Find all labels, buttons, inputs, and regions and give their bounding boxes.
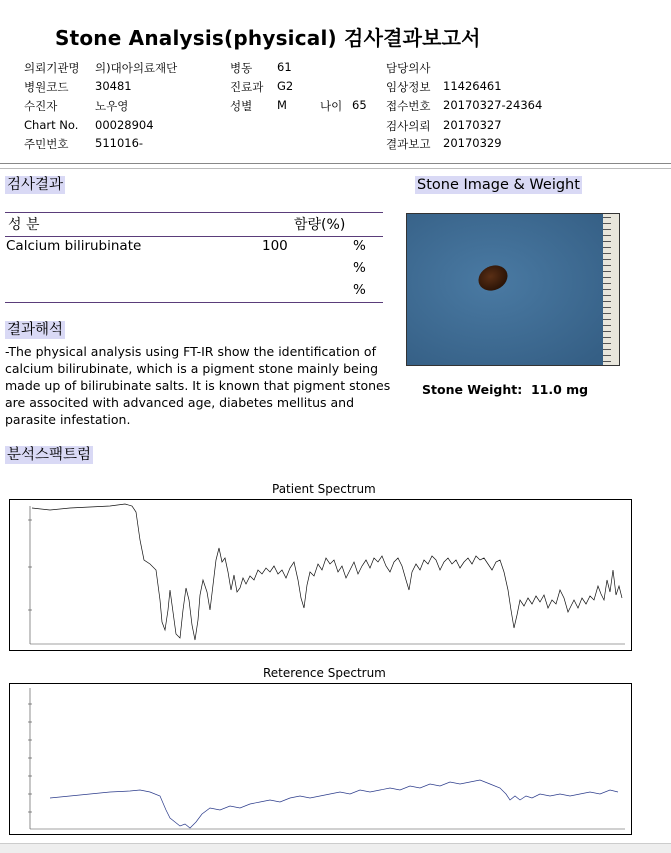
ruler-tick — [603, 217, 611, 218]
hospcode-label: 병원코드 — [24, 80, 69, 94]
sex-value: M — [277, 98, 287, 112]
row-1-value: 100 — [262, 238, 288, 254]
ruler-tick — [603, 271, 611, 272]
patient-label: 수진자 — [24, 99, 58, 113]
org-value: 의)대아의료재단 — [95, 61, 178, 75]
ruler-tick — [603, 307, 611, 308]
request-value: 20170327 — [443, 118, 502, 132]
row-3-unit: % — [353, 282, 366, 298]
ruler-tick — [603, 265, 611, 266]
clinical-value: 11426461 — [443, 79, 502, 93]
receipt-label: 접수번호 — [386, 99, 431, 113]
rrn-label: 주민번호 — [24, 137, 69, 151]
ruler-tick — [603, 331, 611, 332]
reference-spectrum-svg — [10, 684, 631, 834]
ruler-tick — [603, 259, 611, 260]
ruler-tick — [603, 313, 611, 314]
request-label: 검사의뢰 — [386, 119, 431, 133]
dept-label: 진료과 — [230, 80, 264, 94]
interpretation-text: -The physical analysis using FT-IR show the identification of calcium bilirubinate, which is a pigment stone mainly being made up of bilirubinate salts. It is known that pigment stones are associted with advanced age, diabetes mellitus and parasite infestation. — [5, 344, 391, 427]
ruler-tick — [603, 253, 611, 254]
table-header-line — [5, 236, 383, 237]
interpretation-section-title: 결과해석 — [7, 322, 64, 338]
chart-label: Chart No. — [24, 118, 79, 132]
stone-photo — [407, 214, 619, 365]
ruler-tick — [603, 295, 611, 296]
header-divider-2 — [0, 168, 671, 169]
patient-value: 노우영 — [95, 99, 129, 113]
ruler-tick — [603, 289, 611, 290]
ruler-tick — [603, 247, 611, 248]
ruler-tick — [603, 277, 611, 278]
ruler-tick — [603, 241, 611, 242]
results-section-title: 검사결과 — [7, 177, 64, 193]
reference-spectrum-line — [50, 780, 618, 828]
patient-spectrum-title: Patient Spectrum — [272, 482, 376, 496]
receipt-value: 20170327-24364 — [443, 98, 543, 112]
ruler-tick — [603, 337, 611, 338]
ruler-tick — [603, 343, 611, 344]
stone-image — [406, 213, 620, 366]
col-content: 함량(%) — [294, 217, 346, 233]
sex-label: 성별 — [230, 99, 253, 113]
report-title: Stone Analysis(physical) 검사결과보고서 — [55, 26, 481, 50]
ruler-tick — [603, 349, 611, 350]
row-2-unit: % — [353, 260, 366, 276]
col-component: 성 분 — [8, 217, 40, 233]
age-label: 나이 — [320, 99, 343, 113]
patient-spectrum-chart — [9, 499, 632, 651]
table-bottom-line — [5, 302, 383, 303]
hospcode-value: 30481 — [95, 79, 132, 93]
patient-spectrum-line — [32, 504, 622, 640]
table-top-line — [5, 212, 383, 213]
ward-label: 병동 — [230, 61, 253, 75]
rrn-value: 511016- — [95, 136, 144, 150]
ward-value: 61 — [277, 60, 292, 74]
chart-value: 00028904 — [95, 118, 154, 132]
clinical-label: 임상정보 — [386, 80, 431, 94]
ruler-tick — [603, 355, 611, 356]
reference-spectrum-chart — [9, 683, 632, 835]
stone-section-title: Stone Image & Weight — [417, 177, 580, 193]
row-1-name: Calcium bilirubinate — [6, 238, 142, 254]
stone-weight-label: Stone Weight: — [422, 382, 523, 397]
patient-spectrum-svg — [10, 500, 631, 650]
scale-ruler — [603, 214, 619, 365]
header-divider — [0, 163, 671, 164]
ruler-tick — [603, 319, 611, 320]
doctor-label: 담당의사 — [386, 61, 431, 75]
spectrum-section-title: 분석스팩트럼 — [7, 447, 92, 463]
row-1-unit: % — [353, 238, 366, 254]
ruler-tick — [603, 235, 611, 236]
ruler-tick — [603, 361, 611, 362]
report-date-value: 20170329 — [443, 136, 502, 150]
ruler-tick — [603, 283, 611, 284]
org-label: 의뢰기관명 — [24, 61, 80, 75]
ruler-tick — [603, 223, 611, 224]
dept-value: G2 — [277, 79, 294, 93]
ruler-tick — [603, 325, 611, 326]
stone-weight-value: 11.0 mg — [530, 382, 589, 397]
report-date-label: 결과보고 — [386, 137, 431, 151]
stone-weight — [422, 382, 588, 397]
reference-spectrum-title: Reterence Spectrum — [263, 666, 386, 680]
ruler-tick — [603, 229, 611, 230]
age-value: 65 — [352, 98, 367, 112]
ruler-tick — [603, 301, 611, 302]
